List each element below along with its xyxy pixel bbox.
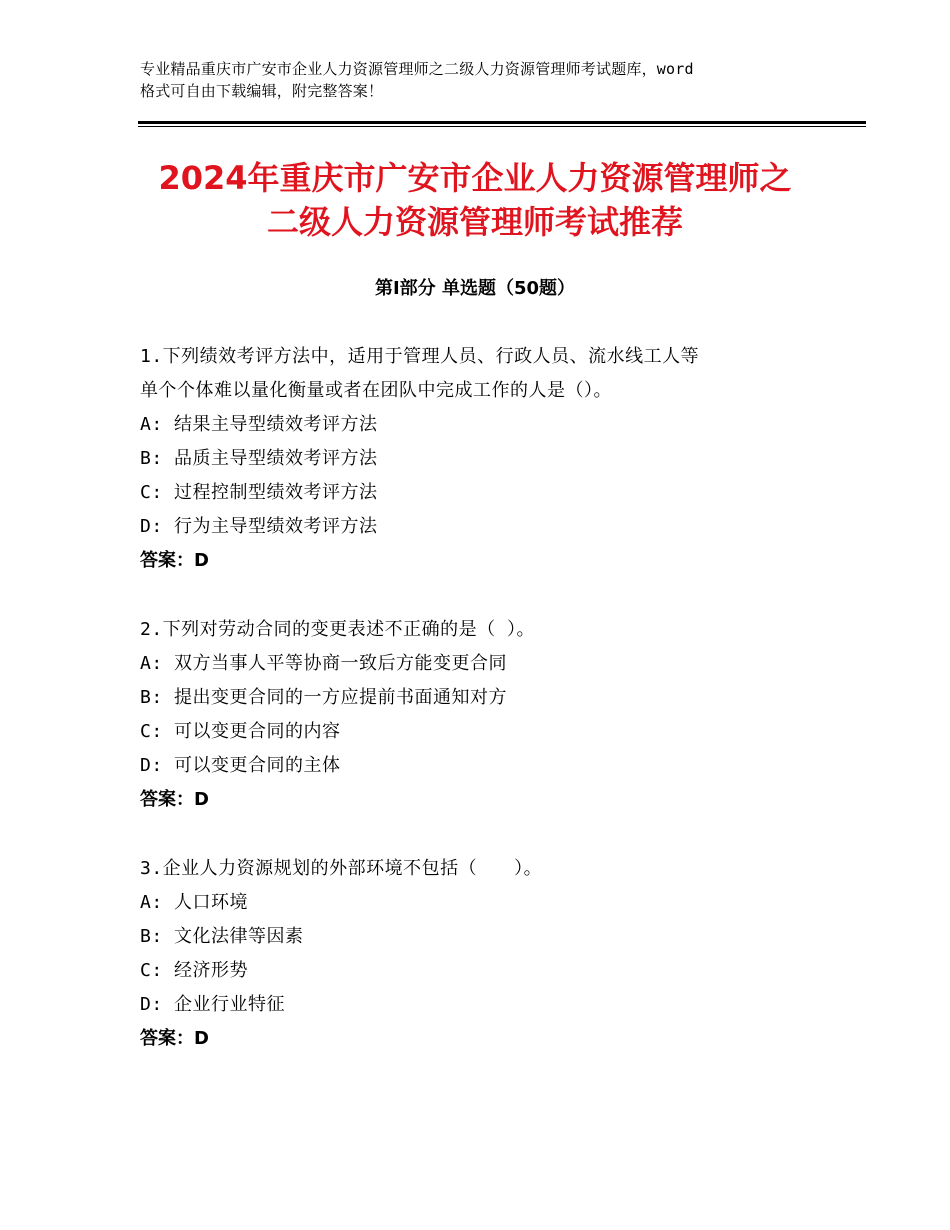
question-list [140, 340, 860, 1091]
question-stem: 2.下列对劳动合同的变更表述不正确的是（ ）。 [140, 619, 536, 640]
header-divider-thick [138, 121, 866, 124]
document-title-line: 2024年重庆市广安市企业人力资源管理师之 [158, 159, 792, 197]
option-d: D: 行为主导型绩效考评方法 [140, 516, 378, 537]
option-b: B: 提出变更合同的一方应提前书面通知对方 [140, 687, 508, 708]
header-divider-thin [138, 126, 866, 127]
option-d: D: 企业行业特征 [140, 994, 286, 1015]
option-c: C: 过程控制型绩效考评方法 [140, 482, 378, 503]
option-a: A: 人口环境 [140, 892, 249, 913]
option-d: D: 可以变更合同的主体 [140, 755, 341, 776]
section-heading: 第Ⅰ部分 单选题（50题） [374, 278, 575, 299]
option-c: C: 经济形势 [140, 960, 249, 981]
answer-label: 答案：D [140, 550, 209, 571]
option-a: A: 结果主导型绩效考评方法 [140, 414, 378, 435]
question-item [140, 613, 860, 817]
document-title-line: 二级人力资源管理师考试推荐 [266, 203, 683, 241]
header-note-line: 专业精品重庆市广安市企业人力资源管理师之二级人力资源管理师考试题库，word [140, 60, 694, 78]
option-c: C: 可以变更合同的内容 [140, 721, 341, 742]
question-stem: 单个个体难以量化衡量或者在团队中完成工作的人是（）。 [140, 380, 612, 401]
document-title [100, 156, 850, 244]
answer-label: 答案：D [140, 789, 209, 810]
header-note [140, 58, 830, 102]
question-stem: 1.下列绩效考评方法中，适用于管理人员、行政人员、流水线工人等 [140, 346, 700, 367]
option-b: B: 品质主导型绩效考评方法 [140, 448, 378, 469]
question-item [140, 852, 860, 1056]
option-a: A: 双方当事人平等协商一致后方能变更合同 [140, 653, 508, 674]
question-item [140, 340, 860, 578]
question-stem: 3.企业人力资源规划的外部环境不包括（ ）。 [140, 858, 543, 879]
option-b: B: 文化法律等因素 [140, 926, 304, 947]
answer-label: 答案：D [140, 1028, 209, 1049]
header-note-line: 格式可自由下载编辑，附完整答案！ [140, 82, 384, 100]
